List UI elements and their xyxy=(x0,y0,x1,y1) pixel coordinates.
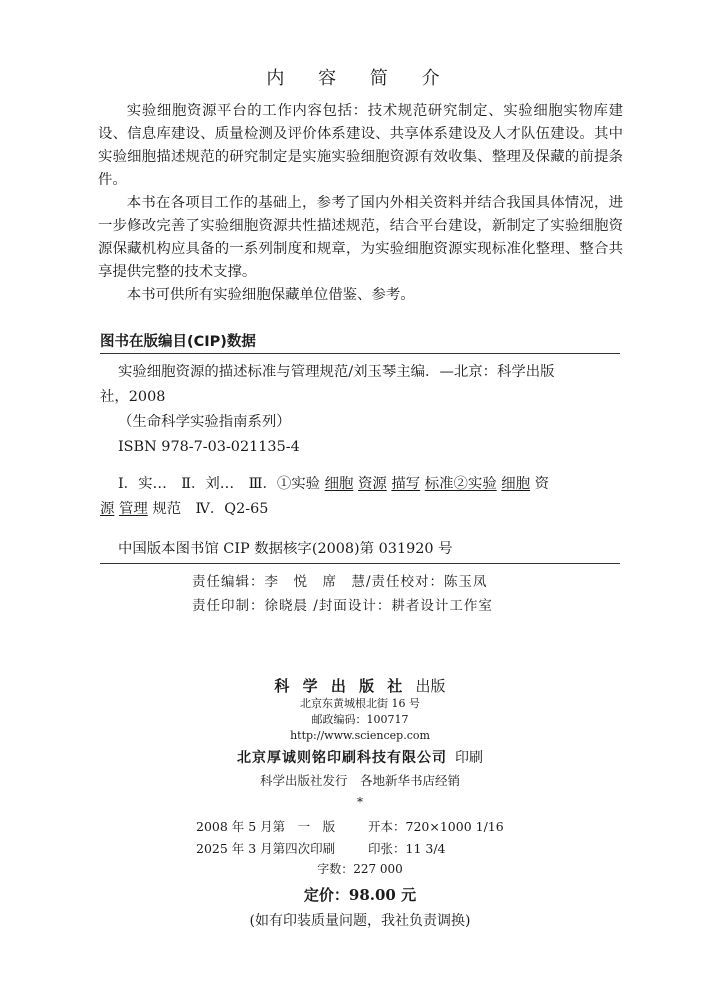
cip-divider-bottom xyxy=(100,563,620,564)
credits-line-1: 责任编辑：李 悦 席 慧/责任校对：陈玉凤 xyxy=(192,574,488,590)
summary-paragraph-2: 本书在各项目工作的基础上，参考了国内外相关资料并结合我国具体情况，进一步修改完善了实验细胞资源共性描述规范，结合平台建设，新制定了实验细胞资源保藏机构应具备的一系列制度和规章，为实验细胞资源实现标准化整理、整合共享提供完整的技术支撑。 xyxy=(98,195,623,280)
edition-row-1 xyxy=(196,816,504,838)
publisher-address: 北京东黄城根北街 16 号 xyxy=(300,697,420,710)
cip-record xyxy=(100,360,620,460)
printing-line: 2025 年 3 月第四次印刷 xyxy=(196,841,336,856)
credits-line-2: 责任印制：徐晓晨 /封面设计：耕者设计工作室 xyxy=(192,598,493,614)
format: 开本：720×1000 1/16 xyxy=(368,819,504,834)
cip-classification xyxy=(100,472,620,522)
cls-term: 资源 xyxy=(358,476,387,492)
cip-number: 中国版本图书馆 CIP 数据核字(2008)第 031920 号 xyxy=(118,541,453,557)
separator-star: * xyxy=(357,795,363,809)
cls-term: 管理 xyxy=(118,501,148,517)
cls-term: 细胞 xyxy=(501,476,531,492)
summary-paragraph-1: 实验细胞资源平台的工作内容包括：技术规范研究制定、实验细胞实物库建设、信息库建设、质量检测及评价体系建设、共享体系建设及人才队伍建设。其中实验细胞描述规范的研究制定是实施实验细胞资源有效收集、整理及保藏的前提条件。 xyxy=(98,103,623,188)
publisher-url: http://www.sciencep.com xyxy=(290,729,430,742)
summary-text xyxy=(98,100,623,307)
distribution: 科学出版社发行 各地新华书店经销 xyxy=(259,773,460,788)
price: 定价：98.00 元 xyxy=(303,886,417,904)
summary-heading: 内 容 简 介 xyxy=(266,68,454,89)
publisher-postcode: 邮政编码：100717 xyxy=(311,713,409,726)
cls-term: 细胞 xyxy=(324,476,354,492)
edition-info xyxy=(196,816,504,860)
cls-line-2 xyxy=(100,497,620,522)
cls-prefix: Ⅰ．实… Ⅱ．刘… Ⅲ．①实验 xyxy=(118,476,321,492)
cip-isbn: ISBN 978-7-03-021135-4 xyxy=(118,439,300,455)
cls-line-1 xyxy=(118,472,620,497)
cip-line-2: 社，2008 xyxy=(100,389,166,405)
printer-line xyxy=(0,747,720,767)
publisher-name: 科 学 出 版 社 xyxy=(274,677,407,695)
publisher-suffix: 出版 xyxy=(415,677,446,695)
quality-notice: (如有印装质量问题，我社负责调换) xyxy=(249,913,471,929)
edition-line: 2008 年 5 月第 一 版 xyxy=(196,819,336,834)
publisher-block xyxy=(0,675,720,809)
publisher-name-line xyxy=(0,675,720,696)
cip-line-1: 实验细胞资源的描述标准与管理规范/刘玉琴主编．—北京：科学出版 xyxy=(118,364,555,380)
printer-name: 北京厚诚则铭印刷科技有限公司 xyxy=(237,750,447,766)
cls-term: 标准②实验 xyxy=(424,476,497,492)
cls-term: 规范 Ⅳ．Q2-65 xyxy=(152,501,269,517)
cip-title: 图书在版编目(CIP)数据 xyxy=(100,334,256,350)
edition-row-2 xyxy=(196,838,504,860)
summary-paragraph-3: 本书可供所有实验细胞保藏单位借鉴、参考。 xyxy=(126,287,415,303)
word-count: 字数：227 000 xyxy=(317,862,403,876)
cip-divider-top xyxy=(100,353,620,354)
sheets: 印张：11 3/4 xyxy=(368,841,446,856)
cls-term: 源 xyxy=(100,501,115,517)
cls-term: 资 xyxy=(534,476,550,492)
printer-suffix: 印刷 xyxy=(455,750,483,766)
credits xyxy=(192,570,493,618)
cip-series: （生命科学实验指南系列） xyxy=(118,414,291,430)
cls-term: 描写 xyxy=(391,476,421,492)
